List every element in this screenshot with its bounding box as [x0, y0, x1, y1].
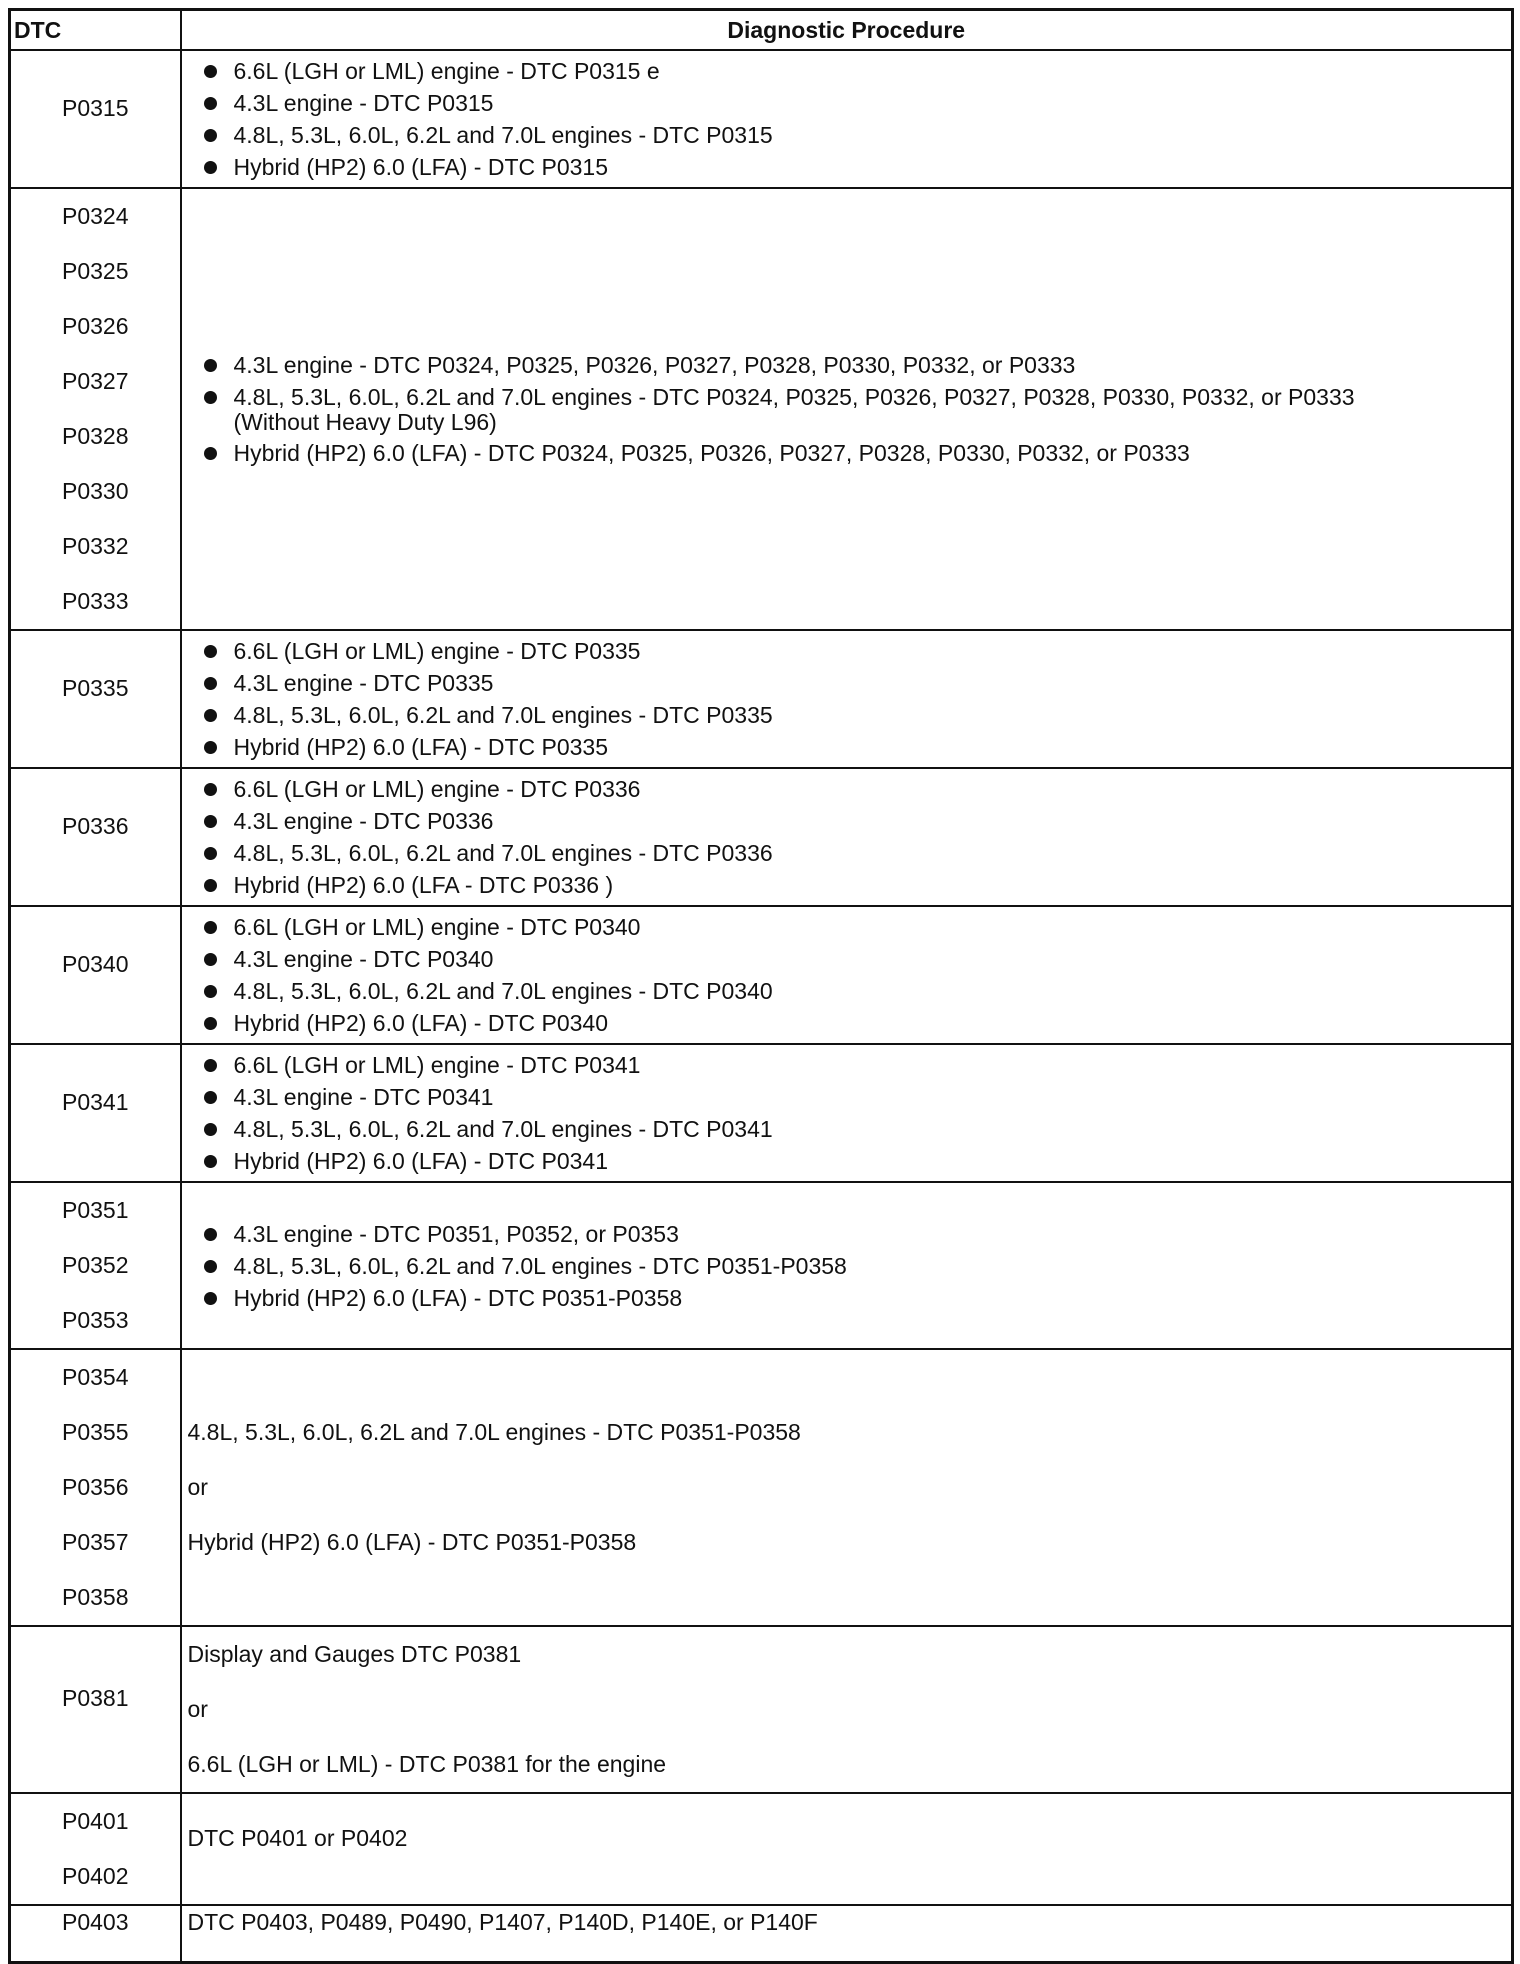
bullet-icon [204, 1155, 217, 1168]
procedure-line: 4.8L, 5.3L, 6.0L, 6.2L and 7.0L engines - DTC P0351-P0358 [187, 1419, 801, 1445]
procedure-text: Hybrid (HP2) 6.0 (LFA) - DTC P0341 [233, 1148, 609, 1174]
table-row [10, 50, 1513, 188]
procedure-text: 6.6L (LGH or LML) engine - DTC P0336 [233, 776, 641, 802]
table-row [10, 1182, 1513, 1349]
procedure-list [188, 1045, 1506, 1181]
header-dtc: DTC [10, 10, 181, 51]
procedure-list-item [202, 1145, 1506, 1177]
procedure-list-item [202, 773, 1506, 805]
procedure-text: 4.8L, 5.3L, 6.0L, 6.2L and 7.0L engines - DTC P0315 [233, 122, 773, 148]
procedure-list-item [202, 911, 1506, 943]
procedure-list-item [202, 1081, 1506, 1113]
procedure-text: Hybrid (HP2) 6.0 (LFA) - DTC P0315 [233, 154, 609, 180]
procedure-cell [181, 630, 1513, 768]
dtc-codes-cell [10, 768, 181, 906]
dtc-code: P0403 [61, 1909, 129, 1935]
procedure-text: 4.3L engine - DTC P0340 [233, 946, 494, 972]
dtc-code: P0335 [61, 674, 129, 701]
procedure-list-item [202, 805, 1506, 837]
dtc-code: P0333 [61, 588, 129, 614]
header-procedure: Diagnostic Procedure [181, 10, 1513, 51]
table-row [10, 1626, 1513, 1793]
procedure-cell [181, 906, 1513, 1044]
procedure-text: Hybrid (HP2) 6.0 (LFA) - DTC P0351-P0358 [233, 1284, 683, 1311]
bullet-icon [204, 1123, 217, 1136]
procedure-cell [181, 768, 1513, 906]
dtc-codes-cell [10, 630, 181, 768]
procedure-list [188, 907, 1506, 1043]
dtc-code: P0355 [61, 1419, 129, 1445]
table-row [10, 1905, 1513, 1963]
procedure-list-item [202, 437, 1506, 469]
table-row [10, 630, 1513, 768]
header-row [10, 10, 1513, 51]
dtc-code: P0326 [61, 313, 129, 339]
table-row [10, 1793, 1513, 1905]
bullet-icon [204, 391, 217, 404]
bullet-icon [204, 783, 217, 796]
dtc-code: P0328 [61, 423, 129, 449]
dtc-codes-cell [10, 188, 181, 630]
procedure-cell [181, 50, 1513, 188]
procedure-cell [181, 1349, 1513, 1626]
procedure-text: 6.6L (LGH or LML) engine - DTC P0315 e [233, 58, 660, 84]
procedure-text: 4.8L, 5.3L, 6.0L, 6.2L and 7.0L engines - DTC P0341 [233, 1116, 773, 1142]
bullet-icon [204, 1017, 217, 1030]
procedure-text: Hybrid (HP2) 6.0 (LFA - DTC P0336 ) [233, 872, 614, 898]
dtc-codes-cell [10, 50, 181, 188]
bullet-icon [204, 921, 217, 934]
procedure-list-item [202, 349, 1506, 381]
dtc-code: P0351 [61, 1197, 129, 1223]
procedure-text: 4.8L, 5.3L, 6.0L, 6.2L and 7.0L engines - DTC P0351-P0358 [233, 1252, 847, 1279]
procedure-list-item [202, 1250, 1506, 1282]
bullet-icon [204, 1260, 217, 1273]
procedure-list-item [202, 119, 1506, 151]
procedure-list-item [202, 1049, 1506, 1081]
procedure-list [188, 631, 1506, 767]
procedure-cell [181, 1905, 1513, 1963]
bullet-icon [204, 447, 217, 460]
dtc-code: P0358 [61, 1584, 129, 1610]
dtc-codes-cell [10, 1182, 181, 1349]
bullet-icon [204, 741, 217, 754]
bullet-icon [204, 953, 217, 966]
dtc-codes-cell [10, 906, 181, 1044]
bullet-icon [204, 161, 217, 174]
procedure-text: 4.3L engine - DTC P0324, P0325, P0326, P0327, P0328, P0330, P0332, or P0333 [233, 352, 1076, 378]
dtc-code: P0327 [61, 368, 129, 394]
procedure-list-item [202, 975, 1506, 1007]
procedure-list-item [202, 731, 1506, 763]
procedure-text: 4.8L, 5.3L, 6.0L, 6.2L and 7.0L engines - DTC P0336 [233, 840, 773, 866]
procedure-list-item [202, 87, 1506, 119]
table-body [10, 50, 1513, 1963]
procedure-text: 4.3L engine - DTC P0341 [233, 1084, 494, 1110]
procedure-text: Hybrid (HP2) 6.0 (LFA) - DTC P0335 [233, 734, 609, 760]
procedure-list [188, 1214, 1506, 1318]
dtc-table [8, 8, 1514, 1964]
procedure-continuation: (Without Heavy Duty L96) [233, 409, 497, 435]
dtc-codes-cell [10, 1349, 181, 1626]
bullet-icon [204, 129, 217, 142]
dtc-code: P0325 [61, 258, 129, 284]
bullet-icon [204, 815, 217, 828]
procedure-cell [181, 1044, 1513, 1182]
dtc-code: P0402 [61, 1863, 129, 1889]
dtc-codes-cell [10, 1905, 181, 1963]
table-row [10, 1044, 1513, 1182]
dtc-code: P0315 [61, 94, 129, 121]
procedure-text: 4.3L engine - DTC P0335 [233, 670, 494, 696]
bullet-icon [204, 359, 217, 372]
dtc-code: P0341 [61, 1088, 129, 1115]
procedure-line: DTC P0401 or P0402 [187, 1824, 408, 1851]
bullet-icon [204, 645, 217, 658]
procedure-cell [181, 1793, 1513, 1905]
procedure-list-item [202, 1282, 1506, 1314]
procedure-list-item [202, 837, 1506, 869]
bullet-icon [204, 1228, 217, 1241]
procedure-line: Hybrid (HP2) 6.0 (LFA) - DTC P0351-P0358 [187, 1529, 637, 1555]
procedure-cell [181, 1182, 1513, 1349]
procedure-text: Hybrid (HP2) 6.0 (LFA) - DTC P0324, P0325, P0326, P0327, P0328, P0330, P0332, or P0333 [233, 440, 1190, 466]
dtc-code: P0330 [61, 478, 129, 504]
dtc-code: P0352 [61, 1252, 129, 1278]
procedure-line: or [187, 1696, 208, 1722]
table-row [10, 906, 1513, 1044]
dtc-code: P0336 [61, 812, 129, 839]
procedure-line: 6.6L (LGH or LML) - DTC P0381 for the engine [187, 1751, 667, 1777]
bullet-icon [204, 677, 217, 690]
procedure-list-item [202, 869, 1506, 901]
dtc-codes-cell [10, 1044, 181, 1182]
procedure-cell [181, 188, 1513, 630]
dtc-code: P0353 [61, 1307, 129, 1333]
procedure-text: 4.8L, 5.3L, 6.0L, 6.2L and 7.0L engines - DTC P0340 [233, 978, 773, 1004]
procedure-list-item [202, 151, 1506, 183]
procedure-list-item [202, 635, 1506, 667]
procedure-text: 6.6L (LGH or LML) engine - DTC P0341 [233, 1052, 641, 1078]
bullet-icon [204, 1059, 217, 1072]
procedure-text: Hybrid (HP2) 6.0 (LFA) - DTC P0340 [233, 1010, 609, 1036]
dtc-code: P0401 [61, 1808, 129, 1834]
table-row [10, 768, 1513, 906]
bullet-icon [204, 985, 217, 998]
procedure-text: 6.6L (LGH or LML) engine - DTC P0335 [233, 638, 641, 664]
dtc-code: P0340 [61, 950, 129, 977]
bullet-icon [204, 1091, 217, 1104]
procedure-text: 4.3L engine - DTC P0336 [233, 808, 494, 834]
table-row [10, 188, 1513, 630]
bullet-icon [204, 879, 217, 892]
procedure-text: 4.8L, 5.3L, 6.0L, 6.2L and 7.0L engines - DTC P0324, P0325, P0326, P0327, P0328, P0330, P0332, or P0333 [233, 384, 1355, 410]
bullet-icon [204, 847, 217, 860]
dtc-code: P0381 [61, 1685, 129, 1711]
bullet-icon [204, 709, 217, 722]
procedure-list-item [202, 667, 1506, 699]
procedure-list-item [202, 55, 1506, 87]
procedure-list [188, 51, 1506, 187]
dtc-code: P0357 [61, 1529, 129, 1555]
procedure-text: 4.3L engine - DTC P0351, P0352, or P0353 [233, 1220, 679, 1247]
procedure-list-item [202, 1113, 1506, 1145]
dtc-code: P0356 [61, 1474, 129, 1500]
procedure-cell [181, 1626, 1513, 1793]
procedure-list-item [202, 1007, 1506, 1039]
dtc-codes-cell [10, 1793, 181, 1905]
bullet-icon [204, 65, 217, 78]
procedure-list-item [202, 943, 1506, 975]
bullet-icon [204, 1292, 217, 1305]
table-row [10, 1349, 1513, 1626]
procedure-text: 6.6L (LGH or LML) engine - DTC P0340 [233, 914, 641, 940]
procedure-list [188, 345, 1506, 473]
procedure-list [188, 769, 1506, 905]
dtc-code: P0354 [61, 1364, 129, 1390]
procedure-line: DTC P0403, P0489, P0490, P1407, P140D, P140E, or P140F [187, 1909, 818, 1935]
procedure-list-item [202, 1218, 1506, 1250]
procedure-list-item [202, 699, 1506, 731]
procedure-line: or [187, 1474, 208, 1500]
procedure-list-item [202, 381, 1506, 435]
procedure-text: 4.8L, 5.3L, 6.0L, 6.2L and 7.0L engines - DTC P0335 [233, 702, 773, 728]
procedure-line: Display and Gauges DTC P0381 [187, 1641, 522, 1667]
bullet-icon [204, 97, 217, 110]
dtc-code: P0324 [61, 203, 129, 229]
procedure-text: 4.3L engine - DTC P0315 [233, 90, 494, 116]
dtc-code: P0332 [61, 533, 129, 559]
dtc-codes-cell [10, 1626, 181, 1793]
